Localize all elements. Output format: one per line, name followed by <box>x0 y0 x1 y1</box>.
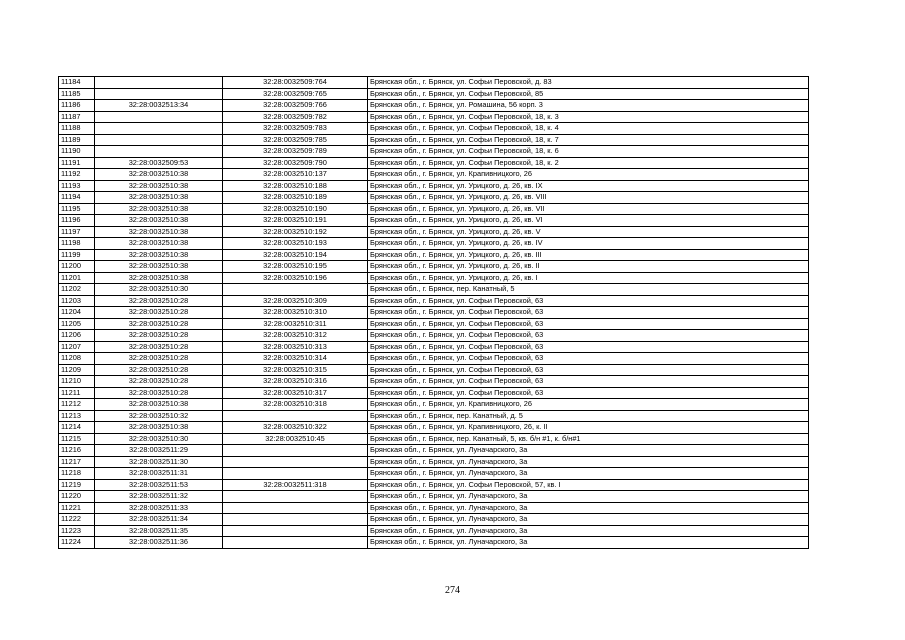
table-row <box>59 433 809 445</box>
row-number-cell: 11190 <box>59 146 95 158</box>
parent-cadastral-number-cell: 32:28:0032510:38 <box>95 203 223 215</box>
address-cell: Брянская обл., г. Брянск, ул. Софьи Перовской, 63 <box>368 364 809 376</box>
address-cell: Брянская обл., г. Брянск, ул. Ромашина, 56 корп. 3 <box>368 100 809 112</box>
address-cell: Брянская обл., г. Брянск, ул. Крапивницкого, 26, к. II <box>368 422 809 434</box>
parent-cadastral-number-cell: 32:28:0032510:38 <box>95 238 223 250</box>
parent-cadastral-number-cell: 32:28:0032511:29 <box>95 445 223 457</box>
table-row <box>59 318 809 330</box>
address-cell: Брянская обл., г. Брянск, ул. Луначарского, 3а <box>368 525 809 537</box>
parent-cadastral-number-cell: 32:28:0032510:38 <box>95 215 223 227</box>
cadastral-number-cell: 32:28:0032510:189 <box>223 192 368 204</box>
parent-cadastral-number-cell: 32:28:0032511:32 <box>95 491 223 503</box>
cadastral-number-cell: 32:28:0032510:312 <box>223 330 368 342</box>
address-cell: Брянская обл., г. Брянск, ул. Урицкого, д. 26, кв. VII <box>368 203 809 215</box>
table-row <box>59 399 809 411</box>
row-number-cell: 11185 <box>59 88 95 100</box>
row-number-cell: 11218 <box>59 468 95 480</box>
cadastral-number-cell <box>223 514 368 526</box>
table-row <box>59 192 809 204</box>
row-number-cell: 11191 <box>59 157 95 169</box>
row-number-cell: 11206 <box>59 330 95 342</box>
address-cell: Брянская обл., г. Брянск, ул. Урицкого, д. 26, кв. II <box>368 261 809 273</box>
table-row <box>59 238 809 250</box>
table-row <box>59 456 809 468</box>
table-row <box>59 215 809 227</box>
parent-cadastral-number-cell: 32:28:0032510:38 <box>95 249 223 261</box>
table-row <box>59 468 809 480</box>
cadastral-number-cell: 32:28:0032510:192 <box>223 226 368 238</box>
parent-cadastral-number-cell: 32:28:0032510:38 <box>95 272 223 284</box>
address-cell: Брянская обл., г. Брянск, ул. Софьи Перовской, 57, кв. I <box>368 479 809 491</box>
parent-cadastral-number-cell: 32:28:0032513:34 <box>95 100 223 112</box>
registry-table-body <box>59 77 809 549</box>
row-number-cell: 11222 <box>59 514 95 526</box>
address-cell: Брянская обл., г. Брянск, ул. Софьи Перовской, 18, к. 4 <box>368 123 809 135</box>
parent-cadastral-number-cell: 32:28:0032510:30 <box>95 284 223 296</box>
address-cell: Брянская обл., г. Брянск, пер. Канатный, 5, кв. б/н #1, к. б/н#1 <box>368 433 809 445</box>
table-row <box>59 123 809 135</box>
cadastral-number-cell: 32:28:0032509:783 <box>223 123 368 135</box>
table-row <box>59 134 809 146</box>
row-number-cell: 11184 <box>59 77 95 89</box>
table-row <box>59 203 809 215</box>
row-number-cell: 11197 <box>59 226 95 238</box>
row-number-cell: 11209 <box>59 364 95 376</box>
address-cell: Брянская обл., г. Брянск, ул. Софьи Перовской, 18, к. 2 <box>368 157 809 169</box>
address-cell: Брянская обл., г. Брянск, ул. Луначарского, 3а <box>368 456 809 468</box>
parent-cadastral-number-cell: 32:28:0032510:32 <box>95 410 223 422</box>
parent-cadastral-number-cell: 32:28:0032511:36 <box>95 537 223 549</box>
cadastral-number-cell: 32:28:0032510:317 <box>223 387 368 399</box>
address-cell: Брянская обл., г. Брянск, ул. Софьи Перовской, 63 <box>368 341 809 353</box>
cadastral-number-cell: 32:28:0032509:766 <box>223 100 368 112</box>
table-row <box>59 514 809 526</box>
address-cell: Брянская обл., г. Брянск, ул. Софьи Перовской, 63 <box>368 330 809 342</box>
table-row <box>59 376 809 388</box>
parent-cadastral-number-cell: 32:28:0032511:34 <box>95 514 223 526</box>
table-row <box>59 295 809 307</box>
row-number-cell: 11201 <box>59 272 95 284</box>
row-number-cell: 11194 <box>59 192 95 204</box>
table-row <box>59 422 809 434</box>
parent-cadastral-number-cell: 32:28:0032510:38 <box>95 399 223 411</box>
parent-cadastral-number-cell: 32:28:0032510:38 <box>95 169 223 181</box>
address-cell: Брянская обл., г. Брянск, ул. Урицкого, д. 26, кв. VIII <box>368 192 809 204</box>
address-cell: Брянская обл., г. Брянск, ул. Урицкого, д. 26, кв. IX <box>368 180 809 192</box>
parent-cadastral-number-cell: 32:28:0032511:30 <box>95 456 223 468</box>
table-row <box>59 226 809 238</box>
parent-cadastral-number-cell: 32:28:0032511:33 <box>95 502 223 514</box>
parent-cadastral-number-cell <box>95 77 223 89</box>
cadastral-number-cell <box>223 502 368 514</box>
table-row <box>59 111 809 123</box>
address-cell: Брянская обл., г. Брянск, ул. Софьи Перовской, 18, к. 3 <box>368 111 809 123</box>
parent-cadastral-number-cell: 32:28:0032509:53 <box>95 157 223 169</box>
row-number-cell: 11187 <box>59 111 95 123</box>
address-cell: Брянская обл., г. Брянск, ул. Софьи Перовской, д. 83 <box>368 77 809 89</box>
cadastral-number-cell: 32:28:0032510:137 <box>223 169 368 181</box>
cadastral-number-cell <box>223 456 368 468</box>
table-row <box>59 330 809 342</box>
row-number-cell: 11188 <box>59 123 95 135</box>
address-cell: Брянская обл., г. Брянск, ул. Луначарского, 3а <box>368 445 809 457</box>
row-number-cell: 11220 <box>59 491 95 503</box>
cadastral-number-cell: 32:28:0032510:309 <box>223 295 368 307</box>
address-cell: Брянская обл., г. Брянск, ул. Луначарского, 3а <box>368 468 809 480</box>
address-cell: Брянская обл., г. Брянск, ул. Луначарского, 3а <box>368 514 809 526</box>
row-number-cell: 11199 <box>59 249 95 261</box>
parent-cadastral-number-cell <box>95 134 223 146</box>
parent-cadastral-number-cell: 32:28:0032510:28 <box>95 364 223 376</box>
parent-cadastral-number-cell <box>95 88 223 100</box>
table-row <box>59 387 809 399</box>
cadastral-number-cell: 32:28:0032510:190 <box>223 203 368 215</box>
table-row <box>59 146 809 158</box>
cadastral-number-cell <box>223 537 368 549</box>
table-row <box>59 77 809 89</box>
table-row <box>59 341 809 353</box>
address-cell: Брянская обл., г. Брянск, ул. Урицкого, д. 26, кв. I <box>368 272 809 284</box>
cadastral-number-cell: 32:28:0032510:195 <box>223 261 368 273</box>
cadastral-number-cell: 32:28:0032510:313 <box>223 341 368 353</box>
parent-cadastral-number-cell: 32:28:0032510:28 <box>95 330 223 342</box>
cadastral-number-cell: 32:28:0032510:322 <box>223 422 368 434</box>
parent-cadastral-number-cell: 32:28:0032510:28 <box>95 376 223 388</box>
parent-cadastral-number-cell: 32:28:0032510:38 <box>95 192 223 204</box>
table-row <box>59 180 809 192</box>
page-number: 274 <box>445 585 460 596</box>
table-row <box>59 100 809 112</box>
parent-cadastral-number-cell: 32:28:0032510:28 <box>95 353 223 365</box>
address-cell: Брянская обл., г. Брянск, ул. Софьи Перовской, 63 <box>368 295 809 307</box>
cadastral-number-cell <box>223 445 368 457</box>
table-row <box>59 479 809 491</box>
address-cell: Брянская обл., г. Брянск, ул. Софьи Перовской, 18, к. 6 <box>368 146 809 158</box>
address-cell: Брянская обл., г. Брянск, ул. Софьи Перовской, 63 <box>368 376 809 388</box>
cadastral-number-cell: 32:28:0032510:316 <box>223 376 368 388</box>
parent-cadastral-number-cell: 32:28:0032511:31 <box>95 468 223 480</box>
row-number-cell: 11215 <box>59 433 95 445</box>
table-row <box>59 525 809 537</box>
parent-cadastral-number-cell: 32:28:0032510:38 <box>95 422 223 434</box>
address-cell: Брянская обл., г. Брянск, ул. Луначарского, 3а <box>368 491 809 503</box>
table-row <box>59 249 809 261</box>
cadastral-number-cell <box>223 468 368 480</box>
parent-cadastral-number-cell <box>95 123 223 135</box>
table-row <box>59 157 809 169</box>
address-cell: Брянская обл., г. Брянск, ул. Урицкого, д. 26, кв. VI <box>368 215 809 227</box>
parent-cadastral-number-cell: 32:28:0032510:28 <box>95 318 223 330</box>
cadastral-number-cell: 32:28:0032510:318 <box>223 399 368 411</box>
row-number-cell: 11216 <box>59 445 95 457</box>
cadastral-number-cell: 32:28:0032510:310 <box>223 307 368 319</box>
table-row <box>59 272 809 284</box>
cadastral-number-cell: 32:28:0032510:45 <box>223 433 368 445</box>
address-cell: Брянская обл., г. Брянск, пер. Канатный, д. 5 <box>368 410 809 422</box>
row-number-cell: 11208 <box>59 353 95 365</box>
parent-cadastral-number-cell <box>95 111 223 123</box>
table-row <box>59 307 809 319</box>
cadastral-number-cell: 32:28:0032510:196 <box>223 272 368 284</box>
cadastral-number-cell: 32:28:0032510:191 <box>223 215 368 227</box>
parent-cadastral-number-cell: 32:28:0032510:38 <box>95 226 223 238</box>
cadastral-number-cell <box>223 284 368 296</box>
table-row <box>59 445 809 457</box>
parent-cadastral-number-cell: 32:28:0032511:35 <box>95 525 223 537</box>
table-row <box>59 410 809 422</box>
cadastral-number-cell: 32:28:0032510:314 <box>223 353 368 365</box>
table-row <box>59 353 809 365</box>
row-number-cell: 11202 <box>59 284 95 296</box>
row-number-cell: 11211 <box>59 387 95 399</box>
row-number-cell: 11207 <box>59 341 95 353</box>
row-number-cell: 11195 <box>59 203 95 215</box>
address-cell: Брянская обл., г. Брянск, ул. Луначарского, 3а <box>368 537 809 549</box>
cadastral-number-cell: 32:28:0032509:782 <box>223 111 368 123</box>
row-number-cell: 11212 <box>59 399 95 411</box>
parent-cadastral-number-cell: 32:28:0032510:38 <box>95 261 223 273</box>
address-cell: Брянская обл., г. Брянск, ул. Урицкого, д. 26, кв. III <box>368 249 809 261</box>
address-cell: Брянская обл., г. Брянск, ул. Софьи Перовской, 63 <box>368 387 809 399</box>
cadastral-number-cell: 32:28:0032509:785 <box>223 134 368 146</box>
address-cell: Брянская обл., г. Брянск, ул. Крапивницкого, 26 <box>368 169 809 181</box>
cadastral-number-cell: 32:28:0032510:194 <box>223 249 368 261</box>
cadastral-number-cell <box>223 410 368 422</box>
parent-cadastral-number-cell: 32:28:0032510:28 <box>95 341 223 353</box>
parent-cadastral-number-cell <box>95 146 223 158</box>
table-row <box>59 261 809 273</box>
row-number-cell: 11196 <box>59 215 95 227</box>
cadastral-number-cell: 32:28:0032510:311 <box>223 318 368 330</box>
table-row <box>59 364 809 376</box>
row-number-cell: 11224 <box>59 537 95 549</box>
address-cell: Брянская обл., г. Брянск, пер. Канатный, 5 <box>368 284 809 296</box>
row-number-cell: 11223 <box>59 525 95 537</box>
registry-table <box>58 76 809 549</box>
cadastral-number-cell: 32:28:0032509:789 <box>223 146 368 158</box>
row-number-cell: 11192 <box>59 169 95 181</box>
row-number-cell: 11221 <box>59 502 95 514</box>
address-cell: Брянская обл., г. Брянск, ул. Софьи Перовской, 63 <box>368 307 809 319</box>
parent-cadastral-number-cell: 32:28:0032511:53 <box>95 479 223 491</box>
row-number-cell: 11186 <box>59 100 95 112</box>
table-row <box>59 88 809 100</box>
table-row <box>59 537 809 549</box>
cadastral-number-cell: 32:28:0032511:318 <box>223 479 368 491</box>
address-cell: Брянская обл., г. Брянск, ул. Софьи Перовской, 63 <box>368 353 809 365</box>
address-cell: Брянская обл., г. Брянск, ул. Урицкого, д. 26, кв. V <box>368 226 809 238</box>
table-row <box>59 284 809 296</box>
cadastral-number-cell: 32:28:0032509:765 <box>223 88 368 100</box>
row-number-cell: 11204 <box>59 307 95 319</box>
address-cell: Брянская обл., г. Брянск, ул. Урицкого, д. 26, кв. IV <box>368 238 809 250</box>
address-cell: Брянская обл., г. Брянск, ул. Луначарского, 3а <box>368 502 809 514</box>
row-number-cell: 11217 <box>59 456 95 468</box>
parent-cadastral-number-cell: 32:28:0032510:28 <box>95 307 223 319</box>
table-row <box>59 502 809 514</box>
row-number-cell: 11205 <box>59 318 95 330</box>
parent-cadastral-number-cell: 32:28:0032510:28 <box>95 295 223 307</box>
row-number-cell: 11210 <box>59 376 95 388</box>
address-cell: Брянская обл., г. Брянск, ул. Софьи Перовской, 18, к. 7 <box>368 134 809 146</box>
cadastral-number-cell: 32:28:0032510:188 <box>223 180 368 192</box>
address-cell: Брянская обл., г. Брянск, ул. Софьи Перовской, 63 <box>368 318 809 330</box>
cadastral-number-cell: 32:28:0032509:764 <box>223 77 368 89</box>
parent-cadastral-number-cell: 32:28:0032510:38 <box>95 180 223 192</box>
address-cell: Брянская обл., г. Брянск, ул. Софьи Перовской, 85 <box>368 88 809 100</box>
row-number-cell: 11213 <box>59 410 95 422</box>
cadastral-number-cell: 32:28:0032510:193 <box>223 238 368 250</box>
table-row <box>59 169 809 181</box>
address-cell: Брянская обл., г. Брянск, ул. Крапивницкого, 26 <box>368 399 809 411</box>
parent-cadastral-number-cell: 32:28:0032510:28 <box>95 387 223 399</box>
table-row <box>59 491 809 503</box>
row-number-cell: 11214 <box>59 422 95 434</box>
row-number-cell: 11193 <box>59 180 95 192</box>
cadastral-number-cell: 32:28:0032509:790 <box>223 157 368 169</box>
row-number-cell: 11203 <box>59 295 95 307</box>
row-number-cell: 11198 <box>59 238 95 250</box>
cadastral-number-cell: 32:28:0032510:315 <box>223 364 368 376</box>
row-number-cell: 11219 <box>59 479 95 491</box>
parent-cadastral-number-cell: 32:28:0032510:30 <box>95 433 223 445</box>
row-number-cell: 11189 <box>59 134 95 146</box>
cadastral-number-cell <box>223 525 368 537</box>
row-number-cell: 11200 <box>59 261 95 273</box>
cadastral-number-cell <box>223 491 368 503</box>
